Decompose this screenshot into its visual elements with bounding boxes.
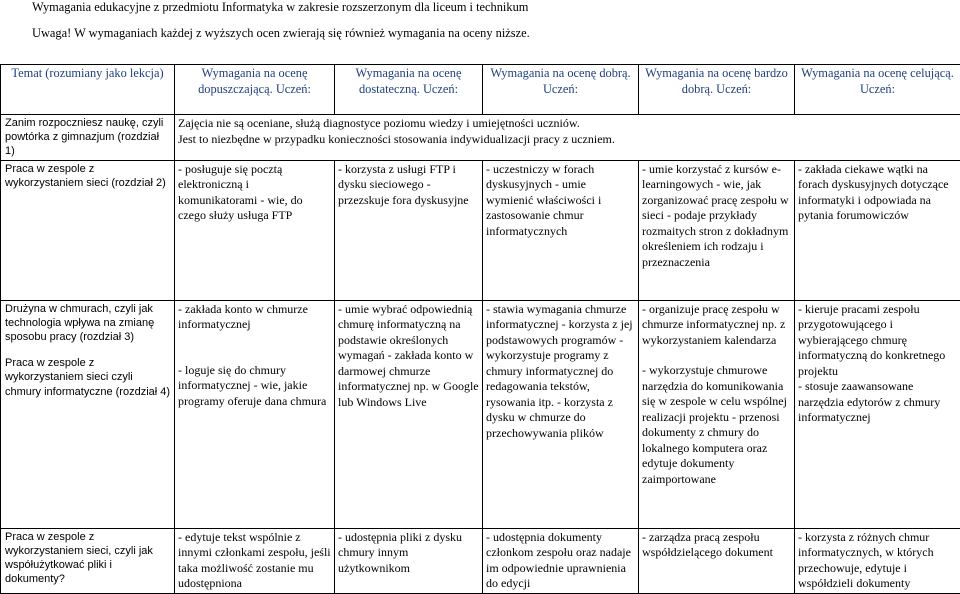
req-cell: - zarządza pracą zespołu współdzielącego dokument: [639, 528, 795, 593]
req-item: - kieruje pracami zespołu przygotowującego i wybierającego chmurę informatyczną do konkretnego projektu: [798, 301, 946, 378]
topic-cell: [1, 160, 175, 300]
topic-3: Drużyna w chmurach, czyli jak technologia wpływa na zmianę sposobu pracy (rozdział 3): [5, 302, 155, 344]
req-item: - loguje się do chmury informatycznej - wie, jakie programy oferuje dana chmura: [178, 362, 327, 408]
topic-2: Praca w zespole z wykorzystaniem sieci (rozdział 2): [5, 162, 166, 189]
req-cell: - zakłada ciekawe wątki na forach dyskusyjnych dotyczące informatyki i odpowiada na pytania forumowiczów: [795, 160, 960, 300]
req-cell: - stawia wymagania chmurze informatycznej - korzysta z jej podstawowych programów - wykorzystuje programy z chmury informatycznej do redagowania tekstów, rysowania itp. - korzysta z dysku w chmurze do przechowywania plików: [483, 300, 639, 528]
req-item: - wykorzystuje chmurowe narzędzia do komunikowania się w zespole w celu wspólnej realizacji projektu - przenosi dokumenty z chmury do lokalnego komputera oraz edytuje dokumenty zaimportowane: [642, 363, 787, 486]
req-item: - zakłada konto w chmurze informatycznej: [178, 301, 308, 332]
req-cell: - umie korzystać z kursów e-learningowych - wie, jak zorganizować pracę zespołu w sieci - podaje przykłady rozmaitych stron z dokładnym określeniem ich rodzaju i przeznaczenia: [639, 160, 795, 300]
topic-1: Zanim rozpoczniesz naukę, czyli powtórka z gimnazjum (rozdział 1): [5, 117, 164, 158]
table-row: [1, 115, 960, 161]
req-item: - stosuje zaawansowane narzędzia edytorów z chmury informatycznej: [798, 379, 941, 425]
table-row: [1, 160, 960, 300]
req-cell: - edytuje tekst wspólnie z innymi członkami zespołu, jeśli taka możliwość zostanie mu udostępniona: [175, 528, 335, 593]
req-cell: - posługuje się pocztą elektroniczną i komunikatorami - wie, do czego służy usługa FTP: [175, 160, 335, 300]
req-cell: [795, 300, 960, 528]
table-row: [1, 300, 960, 528]
document-title: Wymagania edukacyjne z przedmiotu Informatyka w zakresie rozszerzonym dla liceum i technikum: [32, 0, 529, 14]
diagnostic-note: [175, 115, 960, 161]
topic-5: Praca w zespole z wykorzystaniem sieci, czyli jak współużytkować pliki i dokumenty?: [5, 530, 153, 586]
req-cell: - uczestniczy w forach dyskusyjnych - umie wymienić właściwości i zastosowanie chmur informatycznych: [483, 160, 639, 300]
topic-4: Praca w zespole z wykorzystaniem sieci czyli chmury informatyczne (rozdział 4): [5, 357, 171, 398]
note-line-1: Zajęcia nie są oceniane, służą diagnostyce poziomu wiedzy i umiejętności uczniów.: [178, 116, 580, 130]
header-grade-3: Wymagania na ocenę dostateczną. Uczeń:: [335, 65, 483, 115]
document-note: Uwaga! W wymaganiach każdej z wyższych ocen zwierają się również wymagania na oceny niższe.: [32, 26, 530, 40]
note-line-2: Jest to niezbędne w przypadku konieczności stosowania indywidualizacji pracy z uczniem.: [178, 131, 615, 146]
req-cell: - udostępnia dokumenty członkom zespołu oraz nadaje im odpowiednie uprawnienia do edycji: [483, 528, 639, 593]
req-item: - organizuje pracę zespołu w chmurze informatycznej np. z wykorzystaniem kalendarza: [642, 301, 786, 347]
req-cell: - umie wybrać odpowiednią chmurę informatyczną na podstawie określonych wymagań - zakłada konto w darmowej chmurze informatycznej np. w Google lub Windows Live: [335, 300, 483, 528]
req-cell: [175, 300, 335, 528]
header-topic: Temat (rozumiany jako lekcja): [1, 65, 175, 115]
table-row: [1, 528, 960, 593]
topic-cell: [1, 528, 175, 593]
req-cell: - korzysta z różnych chmur informatycznych, w których przechowuje, edytuje i współdzieli dokumenty: [795, 528, 960, 593]
topic-cell: [1, 115, 175, 161]
header-grade-6: Wymagania na ocenę celującą. Uczeń:: [795, 65, 960, 115]
req-cell: - udostępnia pliki z dysku chmury innym użytkownikom: [335, 528, 483, 593]
topic-cell: [1, 300, 175, 528]
req-cell: - korzysta z usługi FTP i dysku sieciowego - przezskuje fora dyskusyjne: [335, 160, 483, 300]
header-row: [1, 65, 960, 115]
header-grade-5: Wymagania na ocenę bardzo dobrą. Uczeń:: [639, 65, 795, 115]
requirements-table: [0, 64, 960, 594]
header-grade-4: Wymagania na ocenę dobrą. Uczeń:: [483, 65, 639, 115]
header-grade-2: Wymagania na ocenę dopuszczającą. Uczeń:: [175, 65, 335, 115]
req-cell: [639, 300, 795, 528]
